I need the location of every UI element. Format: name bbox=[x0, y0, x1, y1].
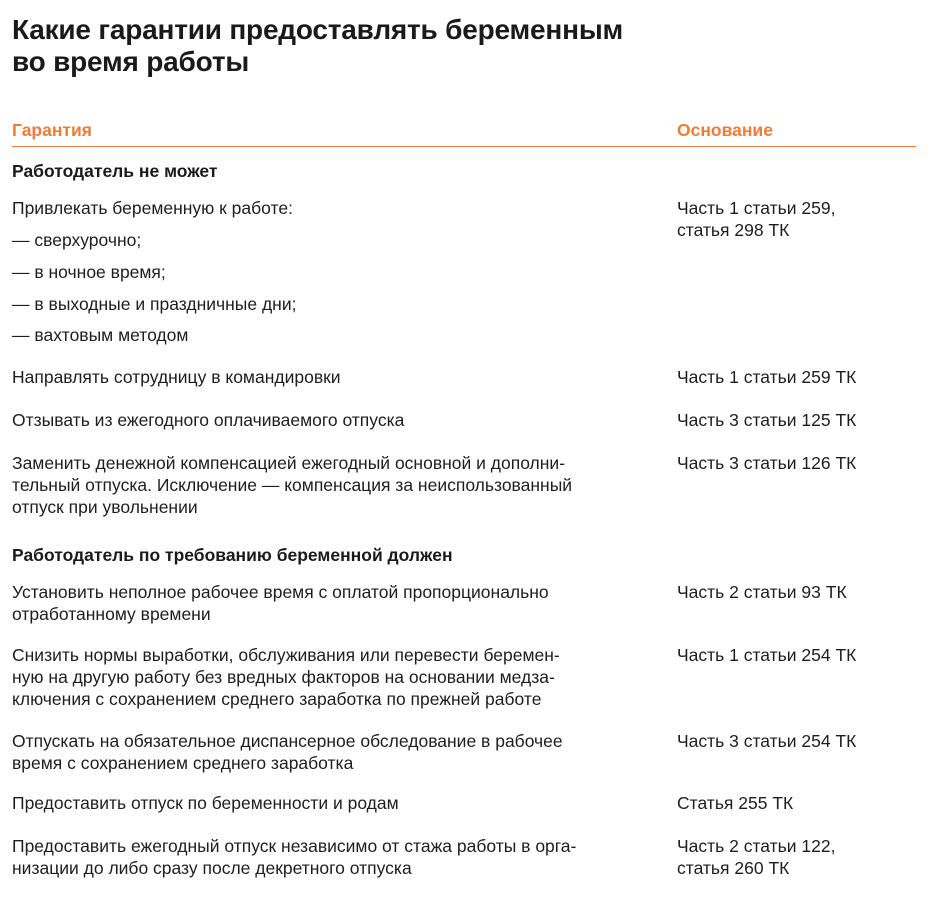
guarantee-sub-item: — сверхурочно; bbox=[12, 230, 142, 250]
guarantee-text: Предоставить отпуск по беременности и родам bbox=[12, 793, 399, 813]
guarantee-sub-item: — вахтовым методом bbox=[12, 325, 189, 345]
guarantee-text: Заменить денежной компенсацией ежегодный основной и дополни- тельный отпуска. Исключение — компенсация за неиспользованный отпуск при увольнении bbox=[12, 453, 573, 517]
basis-text: Часть 2 статьи 93 ТК bbox=[677, 582, 847, 602]
guarantee-sub-item: — в ночное время; bbox=[12, 262, 166, 282]
title-line-2: во время работы bbox=[12, 46, 250, 77]
guarantee-text: Отпускать на обязательное диспансерное обследование в рабочее время с сохранением среднего заработка bbox=[12, 731, 563, 773]
guarantee-sub-item: — в выходные и праздничные дни; bbox=[12, 294, 297, 314]
guarantee-text: Предоставить ежегодный отпуск независимо от стажа работы в орга- низации до либо сразу после декретного отпуска bbox=[12, 836, 577, 878]
basis-text: Часть 1 статьи 254 ТК bbox=[677, 645, 857, 665]
basis-text: Часть 1 статьи 259, статья 298 ТК bbox=[677, 198, 836, 240]
section-title: Работодатель не может bbox=[12, 161, 218, 181]
column-header-basis: Основание bbox=[677, 120, 773, 140]
basis-text: Часть 2 статьи 122, статья 260 ТК bbox=[677, 836, 836, 878]
guarantee-text bbox=[12, 197, 662, 219]
guarantee-text: Отзывать из ежегодного оплачиваемого отпуска bbox=[12, 410, 405, 430]
guarantee-text: Направлять сотрудницу в командировки bbox=[12, 367, 341, 387]
column-header-guarantee: Гарантия bbox=[12, 120, 92, 140]
page-title bbox=[12, 14, 912, 78]
basis-text: Часть 3 статьи 126 ТК bbox=[677, 453, 857, 473]
section-title: Работодатель по требованию беременной должен bbox=[12, 545, 453, 565]
header-divider bbox=[12, 146, 916, 147]
guarantee-text: Снизить нормы выработки, обслуживания или перевести беремен- ную на другую работу без вредных факторов на основании медза- ключения с сохранением среднего заработка по прежней работе bbox=[12, 645, 560, 709]
guarantee-text: Установить неполное рабочее время с оплатой пропорционально отработанному времени bbox=[12, 582, 549, 624]
guarantee-line: Привлекать беременную к работе: bbox=[12, 198, 293, 218]
basis-text: Статья 255 ТК bbox=[677, 793, 794, 813]
title-line-1: Какие гарантии предоставлять беременным bbox=[12, 14, 624, 45]
basis-text: Часть 3 статьи 254 ТК bbox=[677, 731, 857, 751]
basis-text: Часть 3 статьи 125 ТК bbox=[677, 410, 857, 430]
basis-text: Часть 1 статьи 259 ТК bbox=[677, 367, 857, 387]
